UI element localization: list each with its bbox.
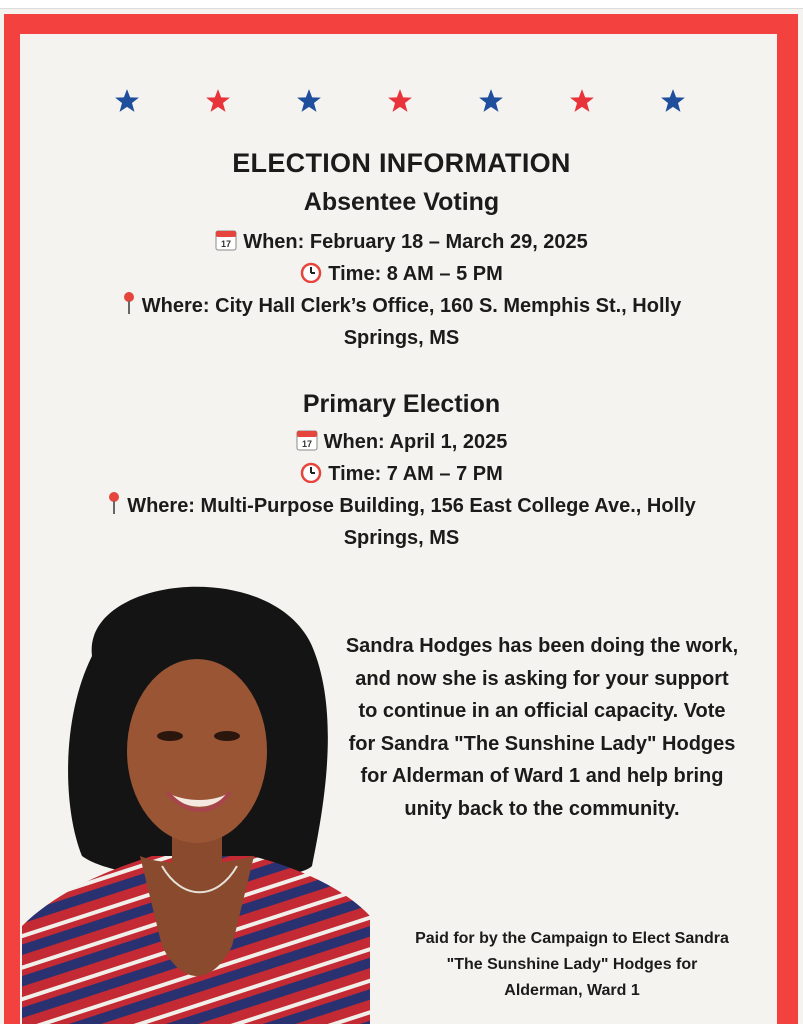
primary-where: [40, 490, 763, 525]
star-row: [0, 88, 803, 116]
candidate-bio: [322, 630, 762, 825]
absentee-where: [40, 290, 763, 325]
bio-line: for Alderman of Ward 1 and help bring: [360, 765, 724, 787]
red-star-icon: [569, 88, 595, 114]
round-pushpin-icon: [107, 491, 121, 525]
page-title: ELECTION INFORMATION: [232, 148, 571, 178]
primary-when-text: When: April 1, 2025: [323, 431, 508, 453]
absentee-time: [40, 258, 763, 293]
primary-election-title: Primary Election: [302, 390, 501, 418]
blue-star-icon: [660, 88, 686, 114]
absentee-voting-title: Absentee Voting: [303, 188, 500, 216]
red-star-icon: [387, 88, 413, 114]
calendar-icon: [296, 429, 318, 461]
disclaimer-line: Paid for by the Campaign to Elect Sandra: [415, 930, 729, 947]
blue-star-icon: [296, 88, 322, 114]
candidate-photo: [22, 566, 370, 1024]
bio-line: Sandra Hodges has been doing the work,: [345, 635, 739, 657]
round-pushpin-icon: [122, 291, 136, 325]
paid-for-disclaimer: [382, 926, 762, 1004]
disclaimer-line: "The Sunshine Lady" Hodges for: [446, 956, 698, 973]
disclaimer-line: Alderman, Ward 1: [504, 982, 640, 999]
absentee-where-line2: Springs, MS: [343, 327, 460, 349]
bio-line: and now she is asking for your support: [355, 667, 729, 690]
primary-time: [40, 458, 763, 493]
alarm-clock-icon: [300, 461, 322, 493]
red-star-icon: [205, 88, 231, 114]
blue-star-icon: [478, 88, 504, 114]
svg-text:17: 17: [221, 239, 232, 249]
primary-where-line1: Where: Multi-Purpose Building, 156 East College Ave., Holly: [127, 495, 696, 517]
primary-where-line2: Springs, MS: [343, 527, 460, 549]
alarm-clock-icon: [300, 261, 322, 293]
blue-star-icon: [114, 88, 140, 114]
calendar-icon: [215, 229, 237, 261]
svg-text:17: 17: [301, 439, 312, 449]
absentee-time-text: Time: 8 AM – 5 PM: [328, 263, 503, 285]
top-strip: [0, 0, 803, 9]
bio-line: unity back to the community.: [404, 797, 680, 820]
primary-when: [40, 426, 763, 461]
bio-line: for Sandra "The Sunshine Lady" Hodges: [348, 732, 736, 755]
absentee-when-text: When: February 18 – March 29, 2025: [243, 231, 588, 253]
absentee-where-line1: Where: City Hall Clerk’s Office, 160 S. Memphis St., Holly: [141, 295, 682, 317]
bio-line: to continue in an official capacity. Vote: [358, 700, 726, 722]
primary-time-text: Time: 7 AM – 7 PM: [328, 463, 503, 485]
absentee-when: [40, 226, 763, 261]
